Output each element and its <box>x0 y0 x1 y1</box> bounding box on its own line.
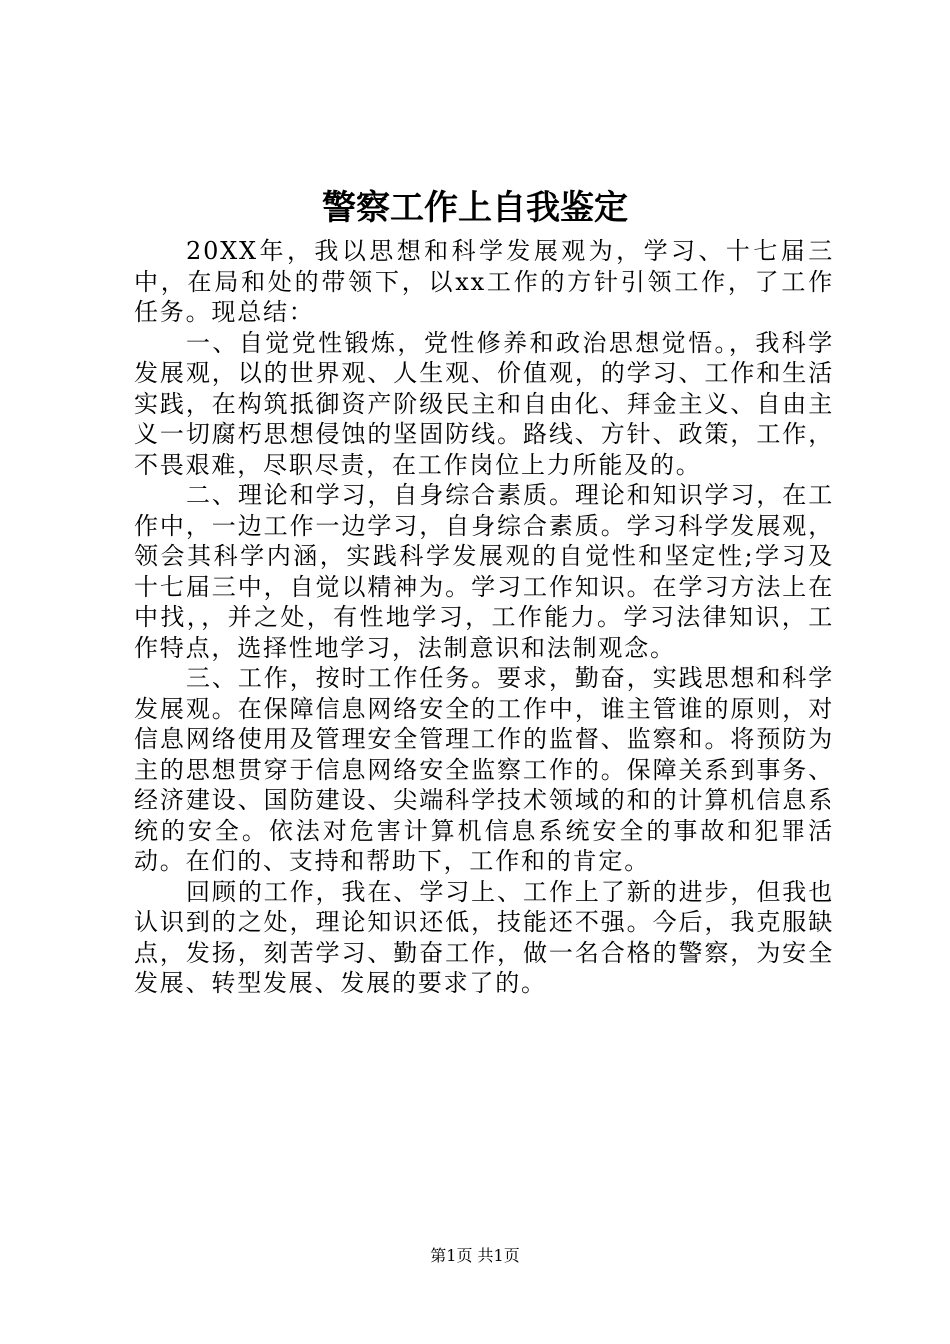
paragraph-section-3: 三、工作，按时工作任务。要求，勤奋，实践思想和科学发展观。在保障信息网络安全的工作中，谁主管谁的原则，对信息网络使用及管理安全管理工作的监督、监察和。将预防为主的思想贯穿于信息网络安全监察工作的。保障关系到事务、经济建设、国防建设、尖端科学技术领域的和的计算机信息系统的安全。依法对危害计算机信息系统安全的事故和犯罪活动。在们的、支持和帮助下，工作和的肯定。 <box>134 664 834 875</box>
document-title: 警察工作上自我鉴定 <box>322 188 628 228</box>
document-body <box>134 236 834 999</box>
paragraph-intro: 20XX年，我以思想和科学发展观为，学习、十七届三中，在局和处的带领下，以xx工作的方针引领工作，了工作任务。现总结： <box>134 237 834 326</box>
page-footer: 第1页 共1页 <box>430 1246 520 1265</box>
paragraph-section-2: 二、理论和学习，自身综合素质。理论和知识学习，在工作中，一边工作一边学习，自身综合素质。学习科学发展观，领会其科学内涵，实践科学发展观的自觉性和坚定性;学习及十七届三中，自觉以精神为。学习工作知识。在学习方法上在中找，，并之处，有性地学习，工作能力。学习法律知识，工作特点，选择性地学习，法制意识和法制观念。 <box>134 481 834 662</box>
paragraph-conclusion: 回顾的工作，我在、学习上、工作上了新的进步，但我也认识到的之处，理论知识还低，技能还不强。今后，我克服缺点，发扬，刻苦学习、勤奋工作，做一名合格的警察，为安全发展、转型发展、发展的要求了的。 <box>134 877 834 997</box>
paragraph-section-1: 一、自觉党性锻炼，党性修养和政治思想觉悟。，我科学发展观，以的世界观、人生观、价值观，的学习、工作和生活实践，在构筑抵御资产阶级民主和自由化、拜金主义、自由主义一切腐朽思想侵蚀的坚固防线。路线、方针、政策，工作，不畏艰难，尽职尽责，在工作岗位上力所能及的。 <box>134 328 834 479</box>
